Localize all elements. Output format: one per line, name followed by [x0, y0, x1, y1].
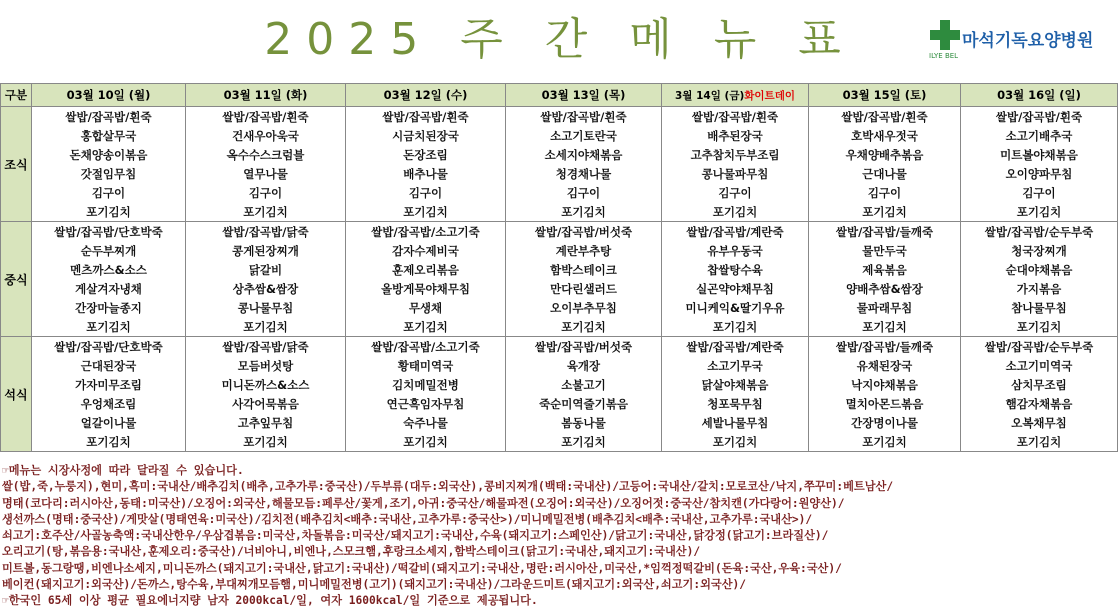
menu-item: 근대나물	[809, 164, 961, 183]
menu-item: 가지볶음	[961, 279, 1118, 298]
menu-item: 포기김치	[186, 202, 346, 222]
menu-item: 쌀밥/잡곡밥/흰죽	[186, 107, 346, 127]
menu-item: 김치메밀전병	[346, 375, 506, 394]
menu-item: 양배추쌈&쌈장	[809, 279, 961, 298]
menu-item: 호박새우젓국	[809, 126, 961, 145]
menu-item: 낙지야채볶음	[809, 375, 961, 394]
menu-item: 갓절임무침	[32, 164, 186, 183]
note-line: ☞한국인 65세 이상 평균 필요에너지량 남자 2000kcal/일, 여자 1600kcal/일 기준으로 제공됩니다.	[2, 594, 538, 608]
menu-item: 세발나물무침	[662, 413, 809, 432]
menu-item: 죽순미역줄기볶음	[506, 394, 662, 413]
menu-item: 포기김치	[961, 317, 1118, 337]
menu-item: 실곤약야채무침	[662, 279, 809, 298]
menu-item: 배추나물	[346, 164, 506, 183]
menu-item: 소고기배추국	[961, 126, 1118, 145]
menu-item: 김구이	[186, 183, 346, 202]
menu-item: 올방게묵야채무침	[346, 279, 506, 298]
day-header-label: 3월 14일 (금)	[675, 89, 745, 102]
menu-item: 배추된장국	[662, 126, 809, 145]
menu-item: 쌀밥/잡곡밥/닭죽	[186, 222, 346, 242]
menu-row	[1, 126, 1118, 145]
day-header: 03월 16일 (일)	[961, 84, 1118, 107]
menu-item: 참나물무침	[961, 298, 1118, 317]
menu-item: 황태미역국	[346, 356, 506, 375]
menu-item: 김구이	[506, 183, 662, 202]
menu-item: 청경채나물	[506, 164, 662, 183]
menu-item: 포기김치	[32, 432, 186, 452]
menu-item: 포기김치	[506, 432, 662, 452]
menu-item: 포기김치	[961, 202, 1118, 222]
menu-item: 간장마늘종지	[32, 298, 186, 317]
menu-item: 김구이	[346, 183, 506, 202]
menu-item: 멘츠까스&소스	[32, 260, 186, 279]
menu-item: 무생채	[346, 298, 506, 317]
menu-item: 함박스테이크	[506, 260, 662, 279]
menu-row	[1, 279, 1118, 298]
notes-section	[2, 463, 1116, 610]
day-header	[662, 84, 809, 107]
menu-row	[1, 394, 1118, 413]
meal-label: 석식	[1, 337, 32, 452]
meal-label: 중식	[1, 222, 32, 337]
menu-row	[1, 241, 1118, 260]
meal-label: 조식	[1, 107, 32, 222]
menu-item: 포기김치	[186, 432, 346, 452]
day-header: 03월 13일 (목)	[506, 84, 662, 107]
logo-subtext: ILYE BEL	[929, 52, 959, 60]
menu-item: 오이부추무침	[506, 298, 662, 317]
menu-item: 쌀밥/잡곡밥/계란죽	[662, 337, 809, 357]
menu-item: 물파래무침	[809, 298, 961, 317]
menu-item: 쌀밥/잡곡밥/흰죽	[32, 107, 186, 127]
menu-row	[1, 107, 1118, 127]
menu-item: 간장명이나물	[809, 413, 961, 432]
menu-item: 감자수제비국	[346, 241, 506, 260]
menu-item: 콩나물무침	[186, 298, 346, 317]
menu-item: 미니케익&딸기우유	[662, 298, 809, 317]
note-line: ☞메뉴는 시장사정에 따라 달라질 수 있습니다.	[2, 464, 244, 477]
menu-item: 연근흑임자무침	[346, 394, 506, 413]
menu-item: 햄감자채볶음	[961, 394, 1118, 413]
menu-item: 오이양파무침	[961, 164, 1118, 183]
menu-item: 만다린샐러드	[506, 279, 662, 298]
menu-item: 사각어묵볶음	[186, 394, 346, 413]
menu-item: 홍합살무국	[32, 126, 186, 145]
menu-item: 쌀밥/잡곡밥/닭죽	[186, 337, 346, 357]
weekly-menu-table	[0, 83, 1118, 452]
menu-item: 옥수수스크럼블	[186, 145, 346, 164]
menu-item: 쌀밥/잡곡밥/순두부죽	[961, 337, 1118, 357]
menu-item: 김구이	[809, 183, 961, 202]
menu-item: 삼치무조림	[961, 375, 1118, 394]
menu-item: 포기김치	[506, 317, 662, 337]
menu-item: 근대된장국	[32, 356, 186, 375]
menu-item: 우엉채조림	[32, 394, 186, 413]
menu-item: 포기김치	[346, 317, 506, 337]
menu-item: 포기김치	[662, 202, 809, 222]
menu-item: 쌀밥/잡곡밥/흰죽	[662, 107, 809, 127]
cross-icon	[930, 20, 960, 50]
page-title: 2025 주 간 메 뉴 표	[264, 14, 855, 65]
menu-item: 쌀밥/잡곡밥/버섯죽	[506, 222, 662, 242]
menu-item: 포기김치	[809, 202, 961, 222]
menu-item: 순두부찌개	[32, 241, 186, 260]
note-line: 생선까스(명태:중국산)/게맛살(명태연육:미국산)/김치전(배추김치<배추:국내산,고추가루:중국산>)/미니메밀전병(배추김치<배추:국내산,고추가루:국내산>)/	[2, 512, 813, 526]
menu-item: 고추참치두부조림	[662, 145, 809, 164]
menu-item: 계란부추탕	[506, 241, 662, 260]
menu-item: 제육볶음	[809, 260, 961, 279]
menu-item: 미니돈까스&소스	[186, 375, 346, 394]
note-line: 오리고기(탕,볶음용:국내산,훈제오리:중국산)/너비아니,비엔나,스모크햄,후랑크소세지,함박스테이크(닭고기:국내산,돼지고기:국내산)/	[2, 545, 701, 559]
menu-item: 소세지야채볶음	[506, 145, 662, 164]
menu-item: 콩나물파무침	[662, 164, 809, 183]
menu-item: 소고기미역국	[961, 356, 1118, 375]
menu-item: 물만두국	[809, 241, 961, 260]
menu-row	[1, 164, 1118, 183]
column-header-category: 구분	[1, 84, 32, 107]
menu-item: 쌀밥/잡곡밥/단호박죽	[32, 222, 186, 242]
menu-item: 소고기무국	[662, 356, 809, 375]
menu-item: 건새우아욱국	[186, 126, 346, 145]
note-line: 쌀(밥,죽,누룽지),현미,흑미:국내산/배추김치(배추,고추가루:중국산)/두부류(대두:외국산),콩비지찌개(백태:국내산)/고등어:국내산/갈치:모로코산/낙지,쭈꾸미:베트남산/	[2, 480, 894, 494]
menu-item: 포기김치	[809, 432, 961, 452]
day-header: 03월 15일 (토)	[809, 84, 961, 107]
menu-item: 닭살야채볶음	[662, 375, 809, 394]
menu-item: 우채양배추볶음	[809, 145, 961, 164]
menu-item: 쌀밥/잡곡밥/흰죽	[346, 107, 506, 127]
menu-item: 유채된장국	[809, 356, 961, 375]
menu-item: 쌀밥/잡곡밥/들깨죽	[809, 222, 961, 242]
menu-item: 가자미무조림	[32, 375, 186, 394]
note-line: 베이컨(돼지고기:외국산)/돈까스,탕수육,부대찌개모듬햄,미니메밀전병(고기)(돼지고기:국내산)/그라운드미트(돼지고기:외국산,쇠고기:외국산)/	[2, 578, 746, 592]
menu-item: 쌀밥/잡곡밥/소고기죽	[346, 222, 506, 242]
menu-item: 열무나물	[186, 164, 346, 183]
menu-item: 봄동나물	[506, 413, 662, 432]
menu-item: 포기김치	[809, 317, 961, 337]
menu-item: 찹쌀탕수육	[662, 260, 809, 279]
menu-item: 포기김치	[32, 317, 186, 337]
menu-item: 유부우동국	[662, 241, 809, 260]
day-header: 03월 11일 (화)	[186, 84, 346, 107]
menu-item: 얼갈이나물	[32, 413, 186, 432]
menu-row	[1, 356, 1118, 375]
menu-item: 김구이	[961, 183, 1118, 202]
menu-item: 모듬버섯탕	[186, 356, 346, 375]
menu-item: 오복채무침	[961, 413, 1118, 432]
day-header: 03월 10일 (월)	[32, 84, 186, 107]
white-day-label: 화이트데이	[744, 89, 795, 102]
menu-item: 포기김치	[346, 432, 506, 452]
menu-item: 김구이	[662, 183, 809, 202]
menu-item: 쌀밥/잡곡밥/흰죽	[506, 107, 662, 127]
menu-row	[1, 317, 1118, 337]
menu-item: 소고기토란국	[506, 126, 662, 145]
menu-item: 포기김치	[32, 202, 186, 222]
menu-row	[1, 432, 1118, 452]
menu-row	[1, 145, 1118, 164]
hospital-logo	[928, 20, 1113, 64]
menu-row	[1, 298, 1118, 317]
menu-item: 돈채양송이볶음	[32, 145, 186, 164]
menu-item: 시금치된장국	[346, 126, 506, 145]
menu-item: 김구이	[32, 183, 186, 202]
header-row	[1, 84, 1118, 107]
menu-item: 포기김치	[961, 432, 1118, 452]
menu-item: 쌀밥/잡곡밥/소고기죽	[346, 337, 506, 357]
menu-item: 게살겨자냉채	[32, 279, 186, 298]
menu-row	[1, 375, 1118, 394]
menu-item: 훈제오리볶음	[346, 260, 506, 279]
menu-row	[1, 222, 1118, 242]
menu-item: 콩게된장찌개	[186, 241, 346, 260]
menu-item: 포기김치	[506, 202, 662, 222]
menu-row	[1, 337, 1118, 357]
menu-row	[1, 183, 1118, 202]
menu-item: 멸치아몬드볶음	[809, 394, 961, 413]
menu-item: 소불고기	[506, 375, 662, 394]
day-header: 03월 12일 (수)	[346, 84, 506, 107]
menu-row	[1, 202, 1118, 222]
menu-item: 쌀밥/잡곡밥/들깨죽	[809, 337, 961, 357]
menu-item: 닭갈비	[186, 260, 346, 279]
menu-item: 포기김치	[346, 202, 506, 222]
menu-item: 쌀밥/잡곡밥/흰죽	[809, 107, 961, 127]
hospital-name: 마석기독요양병원	[962, 31, 1094, 51]
note-line: 미트볼,동그랑땡,비엔나소세지,미니돈까스(돼지고기:국내산,닭고기:국내산)/떡갈비(돼지고기:국내산,명란:러시아산,미국산,*임꺽정떡갈비(돈육:국산,우육:국산)/	[2, 561, 842, 575]
menu-item: 쌀밥/잡곡밥/순두부죽	[961, 222, 1118, 242]
menu-item: 포기김치	[662, 432, 809, 452]
menu-item: 쌀밥/잡곡밥/흰죽	[961, 107, 1118, 127]
note-line: 명태(코다리:러시아산,동태:미국산)/오징어:외국산,해물모듬:페루산/꽃게,조기,아귀:중국산/해물파전(오징어:외국산)/오징어젓:중국산/참치캔(가다랑어:원양산)/	[2, 496, 845, 510]
menu-item: 고추잎무침	[186, 413, 346, 432]
menu-item: 미트볼야채볶음	[961, 145, 1118, 164]
menu-row	[1, 413, 1118, 432]
menu-item: 포기김치	[662, 317, 809, 337]
menu-item: 순대야채볶음	[961, 260, 1118, 279]
menu-row	[1, 260, 1118, 279]
menu-item: 상추쌈&쌈장	[186, 279, 346, 298]
menu-item: 청국장찌개	[961, 241, 1118, 260]
menu-item: 포기김치	[186, 317, 346, 337]
menu-item: 청포묵무침	[662, 394, 809, 413]
menu-item: 쌀밥/잡곡밥/계란죽	[662, 222, 809, 242]
menu-item: 쌀밥/잡곡밥/단호박죽	[32, 337, 186, 357]
menu-item: 숙주나물	[346, 413, 506, 432]
menu-item: 돈장조림	[346, 145, 506, 164]
menu-item: 쌀밥/잡곡밥/버섯죽	[506, 337, 662, 357]
menu-item: 육개장	[506, 356, 662, 375]
note-line: 쇠고기:호주산/사골농축액:국내산한우/우삼겹볶음:미국산,차돌볶음:미국산/돼지고기:국내산,수육(돼지고기:스페인산)/닭고기:국내산,닭강정(닭고기:브라질산)/	[2, 529, 829, 543]
